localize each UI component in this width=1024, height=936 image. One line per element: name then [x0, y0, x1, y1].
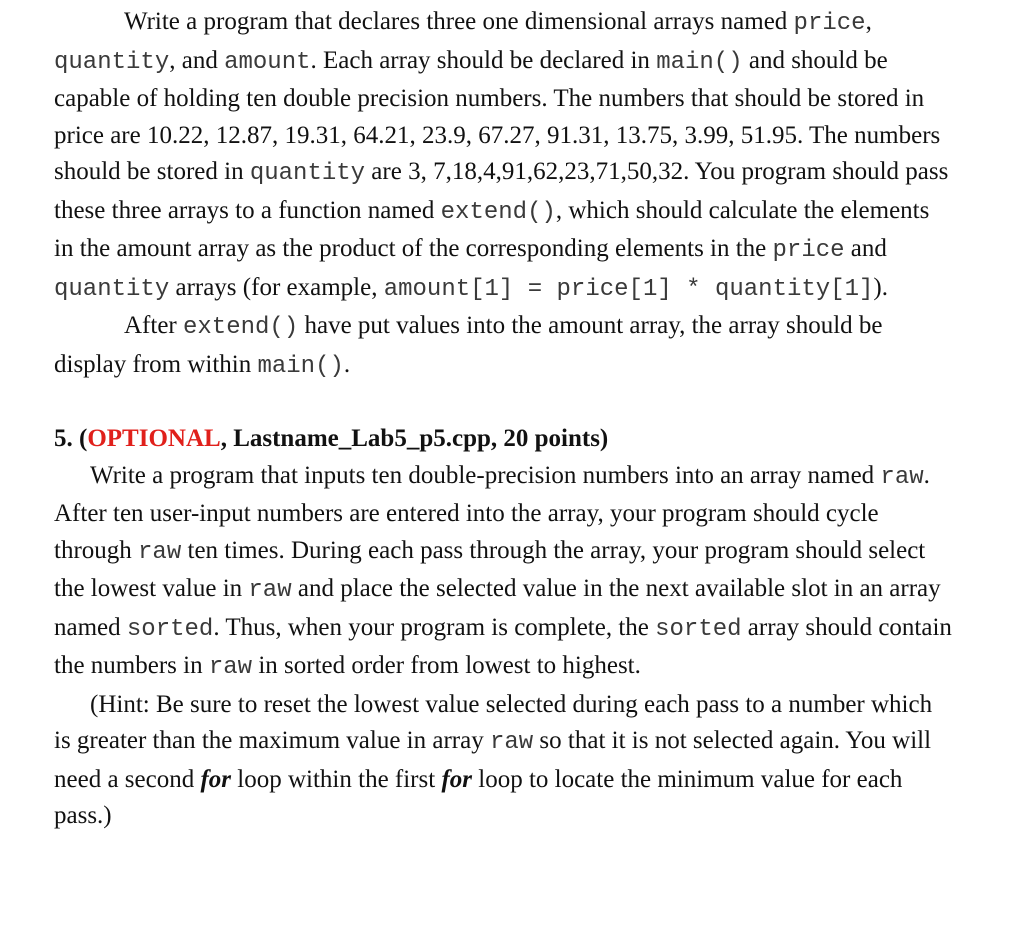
code-raw: raw: [138, 538, 182, 566]
optional-label: OPTIONAL: [87, 425, 221, 452]
text-run: (Hint: Be sure to reset the lowest value selected during each pass to a number which is greater than the maximum value in array: [54, 690, 933, 754]
code-price: price: [772, 237, 845, 264]
text-run: ,: [865, 8, 872, 35]
code-quantity: quantity: [54, 275, 170, 303]
text-run: ).: [873, 273, 888, 301]
problem4-paragraph-1: [54, 4, 954, 308]
code-raw: raw: [489, 729, 534, 756]
code-extend: extend(): [183, 314, 299, 341]
text-run: array should contain the numbers in: [54, 613, 952, 679]
code-quantity: quantity: [249, 160, 366, 187]
keyword-for: for: [200, 765, 232, 793]
text-run: arrays (for example,: [169, 273, 384, 301]
text-run: Write a program that declares three one dimensional arrays named: [124, 8, 794, 35]
code-raw: raw: [248, 577, 292, 604]
text-run: After: [124, 312, 183, 339]
text-run: and place the selected value in the next available slot in an array named: [54, 575, 941, 641]
code-price: price: [793, 10, 866, 37]
text-run: , and: [169, 46, 225, 74]
code-sorted: sorted: [126, 615, 214, 643]
text-run: loop to locate the minimum value for each pass.): [54, 765, 903, 829]
code-quantity: quantity: [54, 48, 170, 76]
text-run: , which should calculate the elements in the amount array as the product of the corresponding elements in the: [54, 196, 930, 262]
text-run: . Each array should be declared in: [310, 46, 657, 74]
problem4-paragraph-2: [54, 308, 954, 385]
text-run: ten times. During each pass through the array, your program should select the lowest value in: [54, 536, 926, 602]
code-amount: amount: [224, 48, 311, 76]
text-run: are 3, 7,18,4,91,62,23,71,50,32. You program should pass these three arrays to a function named: [54, 158, 949, 224]
text-run: Write a program that inputs ten double-precision numbers into an array named: [90, 461, 881, 489]
heading-rest: , Lastname_Lab5_p5.cpp, 20 points): [220, 425, 609, 452]
problem5-hint-paragraph: [54, 687, 954, 835]
text-run: and should be capable of holding ten double precision numbers. The numbers that should be stored in price are 10.22, 12.87, 19.31, 64.21, 23.9, 67.27, 91.31, 13.75, 3.99, 51.95. The numbers should be stored in: [54, 46, 941, 185]
code-main: main(): [656, 48, 743, 76]
text-run: . Thus, when your program is complete, the: [213, 613, 656, 641]
problem5-paragraph-1: [54, 458, 954, 687]
text-run: . After ten user-input numbers are entered into the array, your program should cycle through: [54, 461, 930, 564]
section-gap: [54, 385, 954, 421]
text-run: loop within the first: [231, 765, 442, 793]
text-run: in sorted order from lowest to highest.: [252, 652, 641, 679]
text-run: and: [844, 235, 887, 262]
keyword-for: for: [441, 765, 472, 793]
heading-number: 5. (: [54, 425, 88, 452]
problem5-heading: [54, 421, 954, 458]
document-page: [54, 4, 954, 835]
code-raw: raw: [208, 654, 253, 681]
code-raw: raw: [880, 463, 924, 491]
code-extend: extend(): [440, 198, 556, 226]
text-run: so that it is not selected again. You will need a second: [54, 727, 932, 793]
code-sorted: sorted: [655, 615, 742, 643]
text-run: .: [343, 350, 351, 378]
code-example-expression: amount[1] = price[1] * quantity[1]: [383, 275, 874, 303]
text-run: have put values into the amount array, the array should be display from within: [54, 312, 883, 378]
code-main: main(): [257, 352, 344, 380]
